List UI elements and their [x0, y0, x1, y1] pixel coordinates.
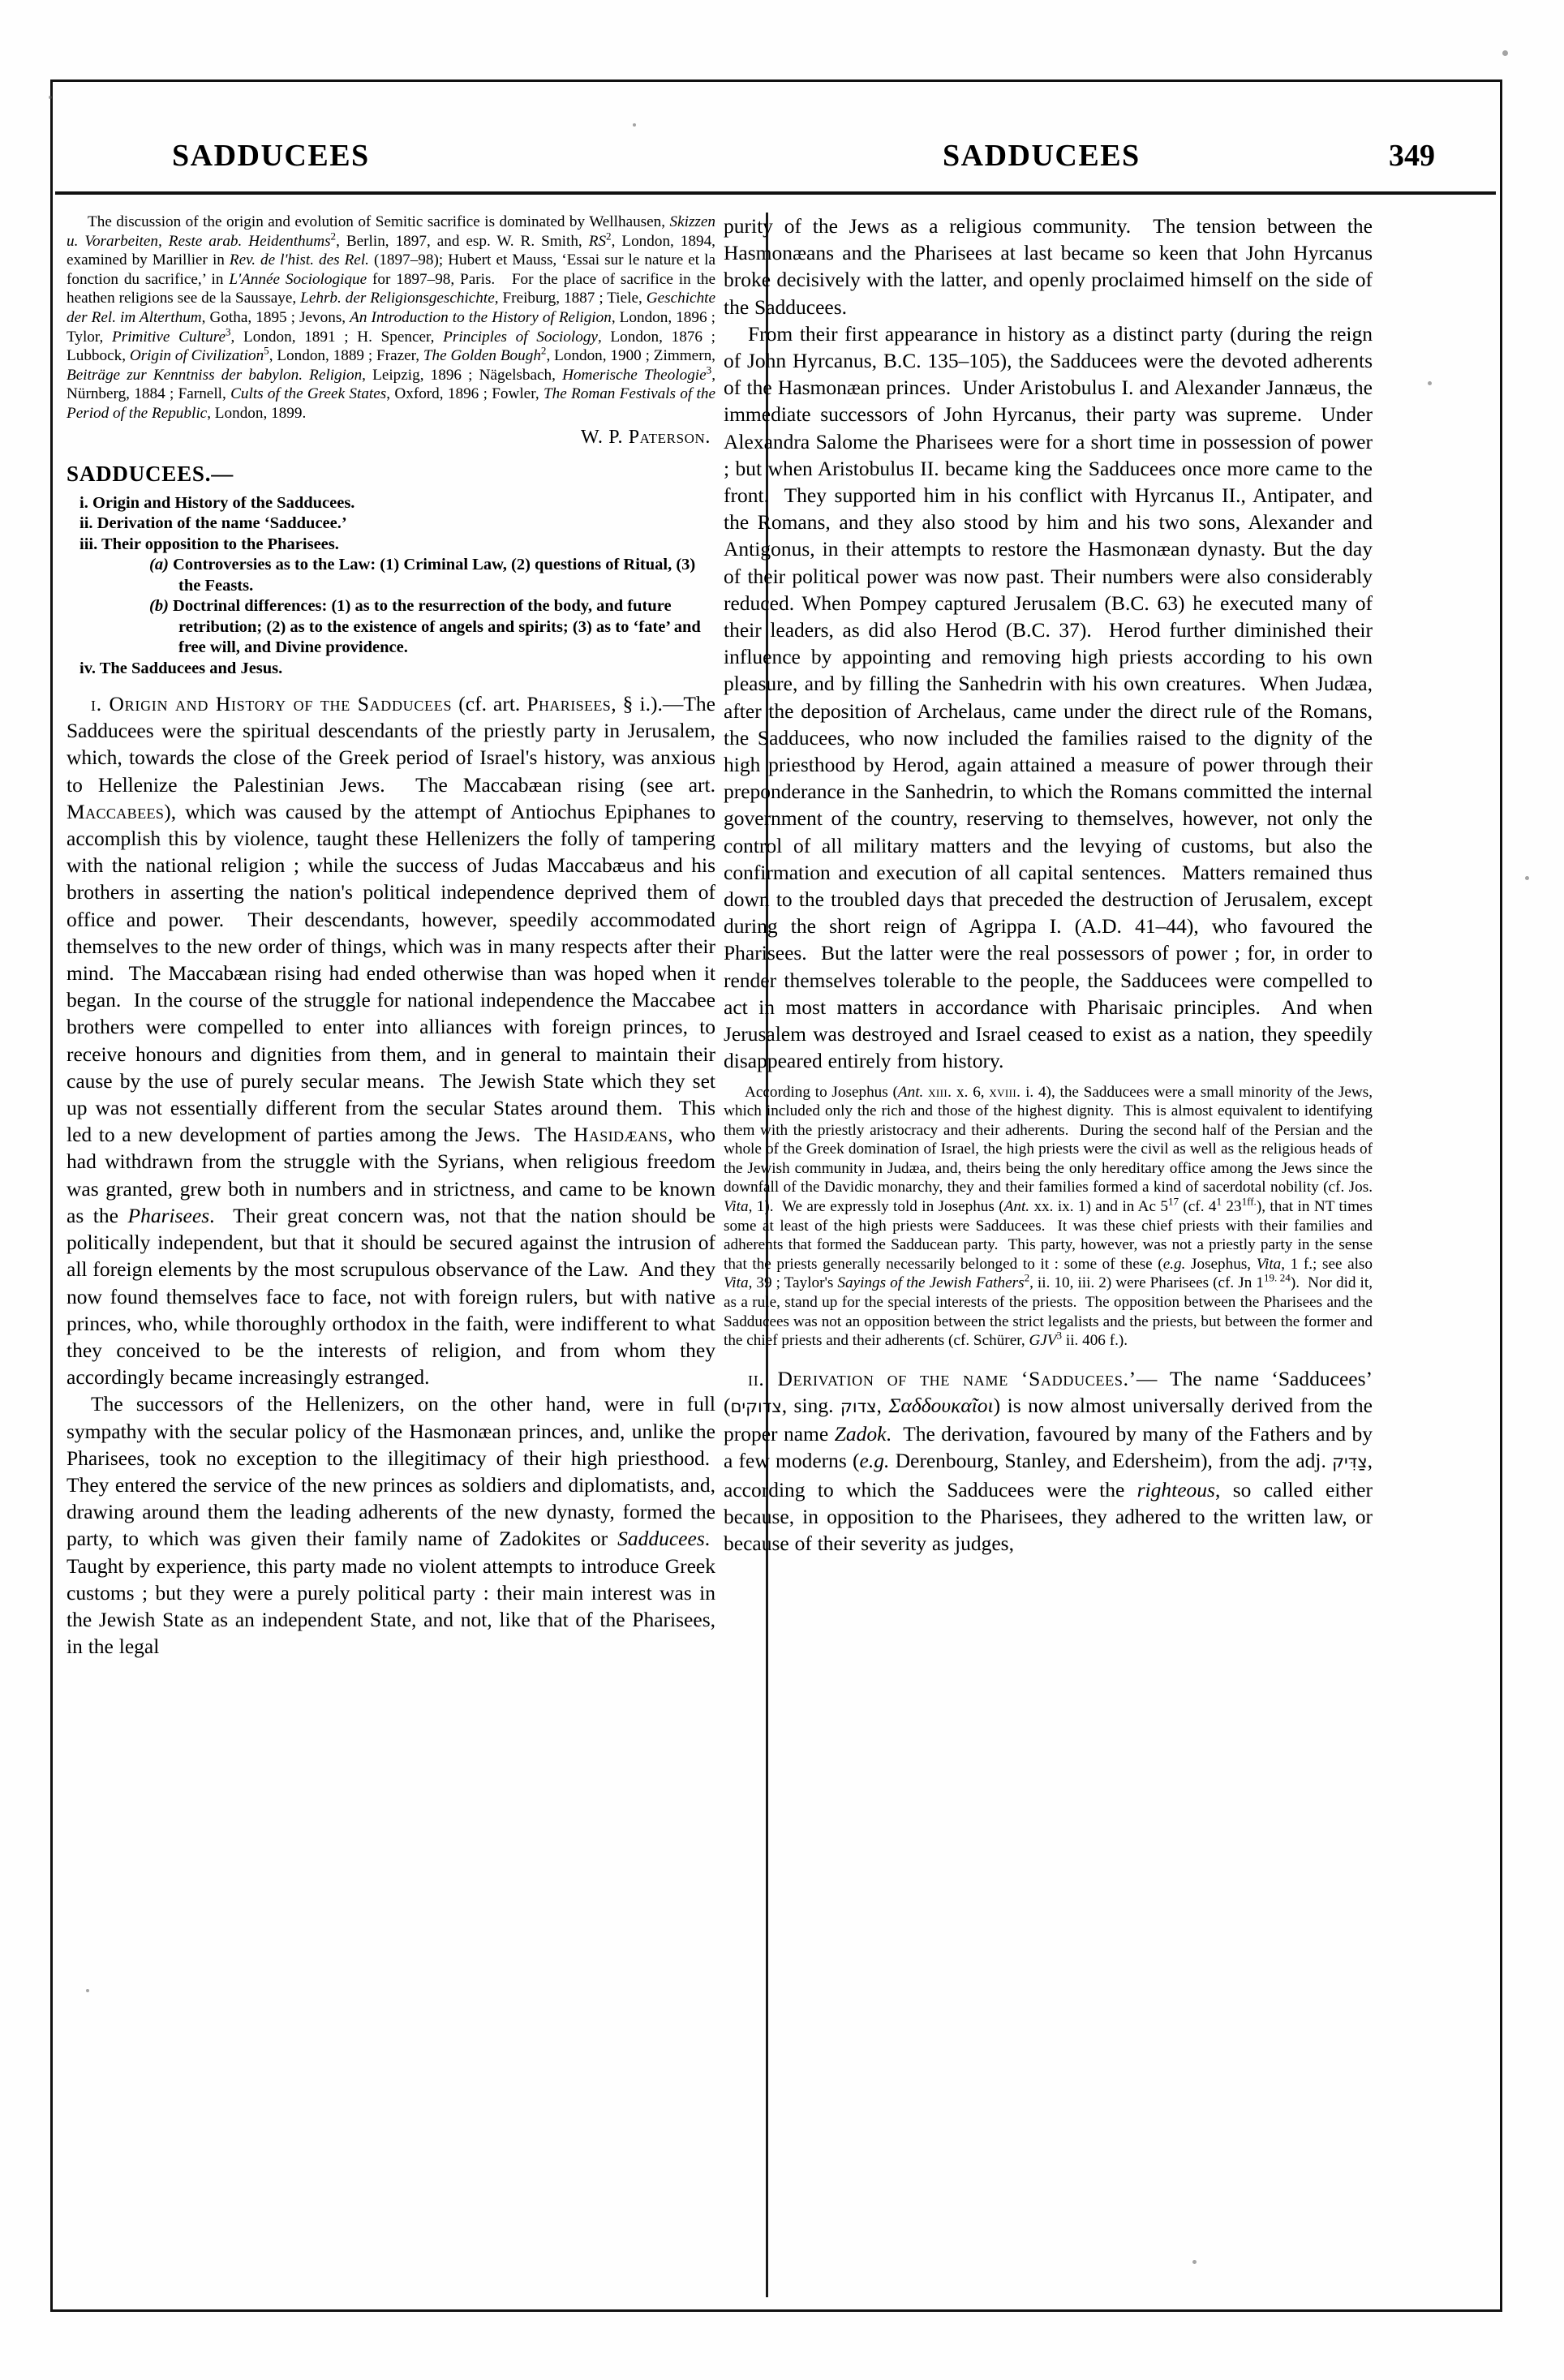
outline-item-b [67, 596, 715, 659]
outline-text-iv: The Sadducees and Jesus. [99, 659, 283, 677]
outline-item-ii [67, 513, 715, 535]
two-column-body [67, 213, 1494, 2297]
outline-num-i: i. [79, 493, 88, 512]
outline-text-iii: Their opposition to the Pharisees. [101, 535, 339, 553]
section-ii-heading: ii. Derivation of the name ‘Sadducees.’— [748, 1366, 1158, 1390]
author-signature: W. P. Paterson. [581, 426, 711, 448]
section-ii-paragraph: ii. Derivation of the name ‘Sadducees.’— The name ‘Sadducees’ (צדוקים, sing. צדוק, Σαδδουκαῖοι) is now almost universally derived from the proper name Zadok. The derivation, favoured by many of the Fathers and by a few moderns (e.g. Derenbourg, Stanley, and Edersheim), from the adj. צַדִּיק, according to which the Sadducees were the righteous, so called either because, in opposition to the Pharisees, they adhered to the written law, or because of their severity as judges, [724, 1366, 1373, 1556]
scan-speck [1428, 381, 1432, 385]
scan-speck [86, 1989, 89, 1992]
outline-num-a: (a) [149, 556, 169, 574]
scan-speck [49, 96, 52, 99]
running-head-left: SADDUCEES [172, 139, 370, 173]
outline-text-i: Origin and History of the Sadducees. [92, 493, 355, 512]
outline-item-iv [67, 659, 715, 680]
outline-num-iii: iii. [79, 535, 98, 553]
greek-form: Σαδδουκαῖοι [888, 1394, 994, 1418]
right-column [724, 213, 1373, 2297]
outline-item-iii [67, 535, 715, 556]
right-column-paragraph-1: purity of the Jews as a religious community. The tension between the Hasmonæans and the Pharisees at last became so keen that John Hyrcanus broke decisively with the latter, and openly proclaimed himself on the side of the Sadducees. [724, 214, 1373, 319]
left-column-paragraph-2: The successors of the Hellenizers, on the other hand, were in full sympathy with the secular policy of the Hasmonæan princes, and, unlike the Pharisees, took no exception to the illegitimacy of their high priesthood. They entered the service of the new princes as soldiers and diplomatists, and, drawing around them the leading adherents of the new dynasty, formed the party, to which was given their family name of Zadokites or Sadducees. Taught by experience, this party made no violent attempts to introduce Greek customs ; but they were a purely political party : their main interest was in the Jewish State as an independent State, and not, like that of the Pharisees, in the legal [67, 1392, 715, 1659]
scan-speck [1192, 2260, 1197, 2264]
section-i-heading: i. Origin and History of the Sadducees [91, 692, 453, 716]
scan-speck [1502, 50, 1508, 56]
outline-text-b: Doctrinal differences: (1) as to the resurrection of the body, and future retribution; (2) as to the existence of angels and spirits; (3) as to ‘fate’ and free will, and Divine providence. [173, 597, 701, 657]
outline-num-ii: ii. [79, 514, 93, 533]
outline-item-i [67, 493, 715, 514]
left-column [67, 213, 715, 2297]
outline-num-iv: iv. [79, 659, 96, 677]
outline-num-b: (b) [149, 597, 169, 616]
hebrew-singular-form: צדוק [840, 1397, 877, 1417]
josephus-note-paragraph: According to Josephus (Ant. xiii. x. 6, xviii. i. 4), the Sadducees were a small minority of the Jews, which included only the rich and those of the highest dignity. This is almost equivalent to identifying them with the priestly aristocracy and their adherents. During the second half of the Persian and the whole of the Greek domination of Israel, the high priests were the civil as well as the religious heads of the Jewish community in Judæa, and, theirs being the only hereditary office among the Jews since the downfall of the Davidic monarchy, they and their families formed a kind of sacerdotal nobility (cf. Jos. Vita, 1). We are expressly told in Josephus (Ant. xx. ix. 1) and in Ac $5^{17}$ (cf. $4^1$ $23^{1ff.}$), that in NT times some at least of the high priests were Sadducees. It was these chief priests with their families and adherents that formed the Sadducean party. This party, however, was not a priestly party in the sense that the priests generally necessarily belonged to it : some of these (e.g. Josephus, Vita, 1 f.; see also Vita, 39 ; Taylor's Sayings of the Jewish Fathers$^2$, ii. 10, iii. 2) were Pharisees (cf. Jn $1^{19. 24}$). Nor did it, as a rule, stand up for the special interests of the priests. The opposition between the Pharisees and the Sadducees was not an opposition between the strict legalists and the priests, but between the former and the chief priests and their adherents (cf. Schürer, GJV$^3$ ii. 406 f.). [724, 1083, 1373, 1350]
spacer-before-section-ii [724, 1351, 1373, 1365]
outline-text-ii: Derivation of the name ‘Sadducee.’ [97, 514, 347, 533]
right-column-paragraph-2: From their first appearance in history as a distinct party (during the reign of John Hyrcanus, B.C. 135–105), the Sadducees were the devoted adherents of the Hasmonæan princes. Under Aristobulus I. and Alexander Jannæus, the immediate successors of John Hyrcanus, their party was supreme. Under Alexandra Salome the Pharisees were for a short time in possession of power ; but when Aristobulus II. became king the Sadducees once more came to the front. They supported him in his conflict with Hyrcanus II., Antipater, and the Romans, and they also stood by him and his two sons, Alexander and Antigonus, in their attempts to restore the Hasmonæan dynasty. But the day of their political power was now past. Their numbers were also considerably reduced. When Pompey captured Jerusalem (B.C. 63) he executed many of their leaders, as did also Herod (B.C. 37). Herod further diminished their influence by appointing and removing high priests according to his own pleasure, and by filling the Sanhedrin with his own creatures. When Judæa, after the deposition of Archelaus, came under the direct rule of the Romans, the Sadducees, who now included the families raised to the dignity of the high priesthood by Herod, again attained a measure of power through their preponderance in the Sanhedrin, to which the Romans committed the internal government of the country, reserving to themselves, however, not only the control of all military matters and the levying of customs, but also the confirmation and execution of all capital sentences. Matters remained thus down to the troubled days that preceded the destruction of Jerusalem, except during the short reign of Agrippa I. (A.D. 41–44), who favoured the Pharisees. But the latter were the real possessors of power ; for, in order to render themselves tolerable to the people, the Sadducees were compelled to act in most matters in accordance with Pharisaic principles. And when Jerusalem was destroyed and Israel ceased to exist as a nation, they speedily disappeared entirely from history. [724, 321, 1373, 1073]
hebrew-adjective-form: צַדִּיק [1332, 1452, 1368, 1472]
page-number: 349 [1389, 139, 1435, 173]
running-head-right: SADDUCEES [943, 139, 1141, 173]
bibliography-paragraph: The discussion of the origin and evolution of Semitic sacrifice is dominated by Wellhausen, Skizzen u. Vorarbeiten, Reste arab. Heidenthums$^2$, Berlin, 1897, and esp. W. R. Smith, $RS^2$, London, 1894, examined by Marillier in Rev. de l'hist. des Rel. (1897–98); Hubert et Mauss, ‘Essai sur le nature et la fonction du sacrifice,’ in L'Année Sociologique for 1897–98, Paris. For the place of sacrifice in the heathen religions see de la Saussaye, Lehrb. der Religionsgeschichte, Freiburg, 1887 ; Tiele, Geschichte der Rel. im Alterthum, Gotha, 1895 ; Jevons, An Introduction to the History of Religion, London, 1896 ; Tylor, Primitive Culture$^3$, London, 1891 ; H. Spencer, Principles of Sociology, London, 1876 ; Lubbock, Origin of Civilization$^5$, London, 1889 ; Frazer, The Golden Bough$^2$, London, 1900 ; Zimmern, Beiträge zur Kenntniss der babylon. Religion, Leipzig, 1896 ; Nägelsbach, Homerische Theologie$^3$, Nürnberg, 1884 ; Farnell, Cults of the Greek States, Oxford, 1896 ; Fowler, The Roman Festivals of the Period of the Republic, London, 1899. [67, 213, 715, 422]
section-i-paragraph: i. Origin and History of the Sadducees (cf. art. Pharisees, § i.).—The Sadducees were the spiritual descendants of the priestly party in Jerusalem, which, towards the close of the Greek period of Israel's history, was anxious to Hellenize the Palestinian Jews. The Maccabæan rising (see art. Maccabees), which was caused by the attempt of Antiochus Epiphanes to accomplish this by violence, taught these Hellenizers the folly of tampering with the national religion ; while the success of Judas Maccabæus and his brothers in asserting the nation's political independence deprived them of office and power. Their descendants, however, speedily accommodated themselves to the new order of things, which was in many respects after their mind. The Maccabæan rising had ended otherwise than was hoped when it began. In the course of the struggle for national independence the Maccabee brothers were compelled to enter into alliances with foreign princes, to receive honours and dignities from them, and in general to maintain their cause by the use of purely secular means. The Jewish State which they set up was not essentially different from the secular States around them. This led to a new development of parties among the Jews. The Hasidæans, who had withdrawn from the struggle with the Syrians, when religious freedom was granted, grew both in numbers and in strictness, and came to be known as the Pharisees. Their great concern was, not that the nation should be politically independent, but that it should be secured against the intrusion of all foreign elements by the most scrupulous observance of the Law. And they now found themselves face to face, not with foreign rulers, but with native princes, who, while thoroughly orthodox in the faith, were indifferent to what they conceived to be the interests of religion, and from whom they accordingly became increasingly estranged. [67, 692, 715, 1390]
outline-text-a: Controversies as to the Law: (1) Criminal Law, (2) questions of Ritual, (3) the Feasts. [173, 556, 696, 595]
spacer-before-small-print [724, 1075, 1373, 1083]
scan-speck [1525, 876, 1529, 880]
hebrew-plural-form: צדוקים [730, 1397, 782, 1417]
entry-title: SADDUCEES.— [67, 461, 234, 486]
entry-outline [67, 493, 715, 680]
header-rule [55, 191, 1496, 195]
scan-speck [633, 123, 636, 127]
running-head [58, 138, 1494, 187]
outline-item-a [67, 555, 715, 596]
